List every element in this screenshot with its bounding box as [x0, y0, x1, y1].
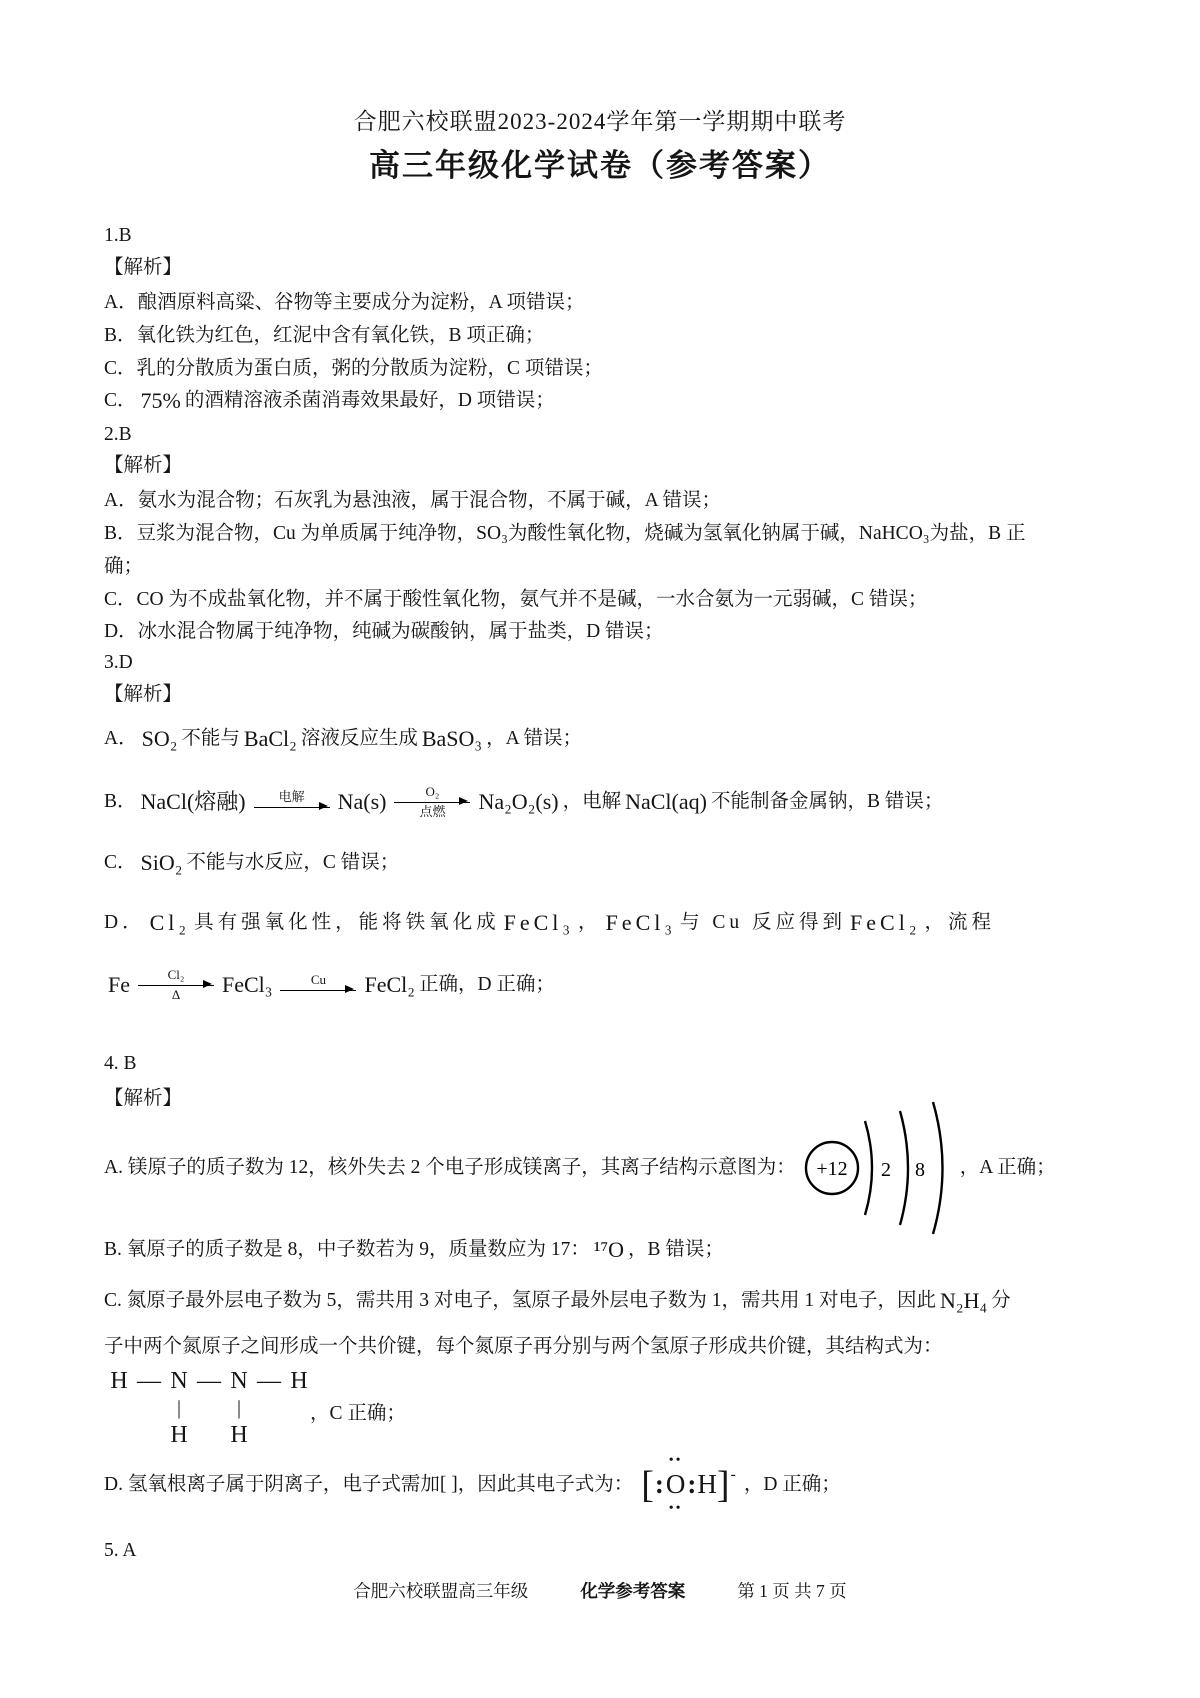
lewis-left-bracket: [ — [641, 1463, 654, 1506]
q2-option-c: C．CO 为不成盐氧化物，并不属于酸性氧化物，氨气并不是碱，一水合氨为一元弱碱，C 错误； — [104, 589, 928, 610]
q1-d-text: 的酒精溶液杀菌消毒效果最好，D 项错误； — [184, 389, 555, 411]
q4-option-b — [104, 1232, 724, 1268]
q3-option-c — [104, 840, 399, 886]
q3-d2-formula-fecl3: FeCl₃ — [222, 972, 273, 998]
arrow-condition-top: O₂ — [425, 783, 440, 799]
q3-d-formula-fecl2: FeCl₂ — [850, 910, 921, 936]
q3-option-d-line1 — [104, 900, 995, 946]
q3-option-a — [104, 716, 582, 762]
arrow-shaft — [280, 990, 356, 991]
q2-option-a: A．氨水为混合物；石灰乳为悬浊液，属于混合物，不属于碱，A 错误； — [104, 490, 721, 511]
q4-c-verdict: ，C 正确； — [310, 1403, 406, 1424]
q4-c1-text: C. 氮原子最外层电子数为 5，需共用 3 对电子，氢原子最外层电子数为 1，需共用 1 对电子，因此 — [104, 1289, 937, 1311]
q4-b-isotope-o17: ¹⁷O — [593, 1237, 625, 1263]
struct-vertical-bond: | — [236, 1397, 241, 1419]
q4-analysis-label: 【解析】 — [104, 1088, 183, 1109]
paper-title: 高三年级化学试卷（参考答案） — [369, 148, 831, 183]
q4-answer: 4. B — [104, 1053, 137, 1074]
arrow-condition-top: 电解 — [278, 789, 305, 805]
struct-empty — [104, 1422, 134, 1449]
q3-d-text4: ，流程 — [924, 911, 996, 933]
q3-d-prefix: D． — [104, 911, 146, 933]
page-footer — [0, 1578, 1200, 1603]
q4-d-text: D. 氢氧根离子属于阴离子，电子式需加[ ]，因此其电子式为： — [104, 1473, 634, 1495]
nucleus-charge-label: +12 — [816, 1158, 848, 1180]
q4-b-verdict: ，B 错误； — [628, 1238, 724, 1260]
lewis-bond-pair: : — [687, 1469, 697, 1500]
footer-school: 合肥六校联盟高三年级 — [353, 1581, 529, 1601]
lewis-oxygen — [665, 1453, 687, 1516]
n2h4-structural-formula — [104, 1368, 314, 1449]
q3-a-text2: 溶液反应生成 — [300, 727, 418, 749]
q3-d2-formula-fe: Fe — [108, 972, 130, 998]
q3-answer: 3.D — [104, 652, 133, 673]
q4-option-c-line1 — [104, 1283, 1011, 1319]
q3-b-formula-nacl-aq: NaCl(aq) — [625, 789, 707, 815]
struct-atom: N — [230, 1368, 248, 1394]
struct-bond: — — [197, 1368, 221, 1394]
lewis-oxygen-symbol: O — [665, 1469, 686, 1500]
q5-answer: 5. A — [104, 1540, 137, 1561]
q4-b-text: B. 氧原子的质子数是 8，中子数若为 9，质量数应为 17： — [104, 1238, 590, 1260]
q4-a-text: A. 镁原子的质子数为 12，核外失去 2 个电子形成镁离子，其离子结构示意图为： — [104, 1156, 796, 1178]
footer-page-number: 第 1 页 共 7 页 — [737, 1581, 847, 1601]
q4-a-verdict: ，A 正确； — [959, 1156, 1056, 1178]
q1-option-a: A．酿酒原料高粱、谷物等主要成分为淀粉，A 项错误； — [104, 292, 585, 313]
electron-shell-arc-1 — [865, 1121, 872, 1215]
lewis-dots-top: •• — [668, 1453, 683, 1469]
q3-option-b — [104, 772, 943, 832]
reaction-arrow-cl2-delta — [138, 968, 214, 1003]
struct-atom: H — [290, 1368, 308, 1394]
lewis-right-bracket: ] — [716, 1463, 730, 1506]
reaction-arrow-ignite — [394, 785, 470, 820]
q3-c-prefix: C． — [104, 851, 137, 873]
q4-d-verdict: ，D 正确； — [743, 1473, 841, 1495]
reaction-arrow-cu — [280, 973, 356, 997]
q2-analysis-label: 【解析】 — [104, 455, 183, 476]
shell2-electron-count: 8 — [914, 1159, 925, 1181]
struct-bond: — — [137, 1368, 161, 1394]
q3-d-text3: 与 Cu 反应得到 — [680, 911, 847, 933]
arrow-condition-bottom: 点燃 — [419, 803, 446, 819]
q1-option-c: C．乳的分散质为蛋白质，粥的分散质为淀粉，C 项错误； — [104, 358, 603, 379]
q3-b-prefix: B． — [104, 790, 137, 812]
ion-structure-diagram — [802, 1099, 954, 1237]
lewis-dots-bottom: •• — [668, 1500, 683, 1516]
hydroxide-lewis-structure — [641, 1453, 736, 1516]
q3-a-text3: ，A 错误； — [486, 727, 582, 749]
q3-a-formula-bacl2: BaCl₂ — [243, 726, 297, 752]
shell1-electron-count: 2 — [880, 1159, 891, 1181]
q4-option-d — [104, 1448, 841, 1522]
q3-d-formula-fecl3-2: FeCl₃ — [605, 910, 677, 936]
struct-empty — [254, 1422, 284, 1449]
reaction-arrow-electrolysis — [254, 790, 330, 814]
q1-d-percent: 75% — [140, 388, 181, 413]
struct-empty — [194, 1395, 224, 1422]
q3-d2-text: 正确，D 正确； — [418, 973, 555, 995]
lewis-lone-pair-left: : — [654, 1469, 664, 1500]
q4-c1-tail: 分 — [991, 1289, 1011, 1311]
q3-a-formula-so2: SO₂ — [141, 726, 178, 752]
struct-atom: H — [110, 1368, 128, 1394]
q3-a-formula-baso3: BaSO₃ — [421, 726, 483, 752]
electron-shell-arc-3 — [933, 1102, 943, 1234]
arrow-shaft — [394, 802, 470, 803]
lewis-negative-charge: - — [730, 1466, 736, 1484]
q3-option-d-line2 — [104, 955, 555, 1015]
q4-option-a — [104, 1098, 1056, 1238]
q1-analysis-label: 【解析】 — [104, 257, 183, 278]
arrow-condition-bottom: Δ — [171, 986, 181, 1002]
arrow-shaft — [254, 807, 330, 808]
struct-atom: N — [170, 1368, 188, 1394]
struct-empty — [104, 1395, 134, 1422]
struct-empty — [254, 1395, 284, 1422]
footer-subject: 化学参考答案 — [580, 1581, 686, 1601]
q4-c1-formula-n2h4: N₂H₄ — [940, 1288, 988, 1314]
q3-d-text2: ， — [578, 911, 602, 933]
q1-answer: 1.B — [104, 225, 132, 246]
q3-b-formula-na2o2-s: Na₂O₂(s) — [478, 789, 559, 815]
q3-b-formula-nacl-molten: NaCl(熔融) — [140, 789, 246, 815]
exam-title: 合肥六校联盟2023-2024学年第一学期期中联考 — [353, 109, 847, 134]
q1-option-b: B．氧化铁为红色，红泥中含有氧化铁，B 项正确； — [104, 325, 545, 346]
q3-b-text1: ，电解 — [562, 790, 622, 812]
arrow-shaft — [138, 985, 214, 986]
struct-empty — [194, 1422, 224, 1449]
q3-b-formula-na-s: Na(s) — [337, 789, 387, 815]
q2-option-b-wrap: 确； — [104, 556, 144, 577]
q4-option-c-line2: 子中两个氮原子之间形成一个共价键，每个氮原子再分别与两个氢原子形成共价键，其结构式为： — [104, 1336, 943, 1357]
q3-c-formula-sio2: SiO₂ — [140, 850, 183, 876]
q1-d-prefix: C． — [104, 389, 137, 411]
q1-option-d — [104, 385, 555, 417]
lewis-hydrogen-symbol: H — [697, 1469, 717, 1500]
struct-atom: H — [170, 1422, 188, 1448]
q3-a-text1: 不能与 — [181, 727, 240, 749]
struct-empty — [134, 1422, 164, 1449]
q3-d2-formula-fecl2: FeCl₂ — [364, 972, 415, 998]
struct-atom: H — [230, 1422, 248, 1448]
q2-option-b: B．豆浆为混合物，Cu 为单质属于纯净物，SO₃为酸性氧化物，烧碱为氢氧化钠属于碱，NaHCO₃为盐，B 正 — [104, 523, 1026, 544]
q3-d-formula-fecl3-1: FeCl₃ — [503, 910, 575, 936]
electron-shell-arc-2 — [900, 1111, 908, 1225]
q3-b-text2: 不能制备金属钠，B 错误； — [710, 790, 944, 812]
q3-d-formula-cl2: Cl₂ — [149, 910, 191, 936]
q3-a-prefix: A． — [104, 727, 138, 749]
arrow-condition-top: Cl₂ — [167, 966, 185, 982]
struct-vertical-bond: | — [176, 1397, 181, 1419]
arrow-condition-top: Cu — [310, 972, 327, 988]
q3-analysis-label: 【解析】 — [104, 684, 183, 705]
q2-answer: 2.B — [104, 424, 132, 445]
struct-bond: — — [257, 1368, 281, 1394]
q3-d-text1: 具有强氧化性，能将铁氧化成 — [194, 911, 500, 933]
struct-empty — [134, 1395, 164, 1422]
q2-option-d: D．冰水混合物属于纯净物，纯碱为碳酸钠，属于盐类，D 错误； — [104, 621, 664, 642]
q3-c-text: 不能与水反应，C 错误； — [186, 851, 400, 873]
